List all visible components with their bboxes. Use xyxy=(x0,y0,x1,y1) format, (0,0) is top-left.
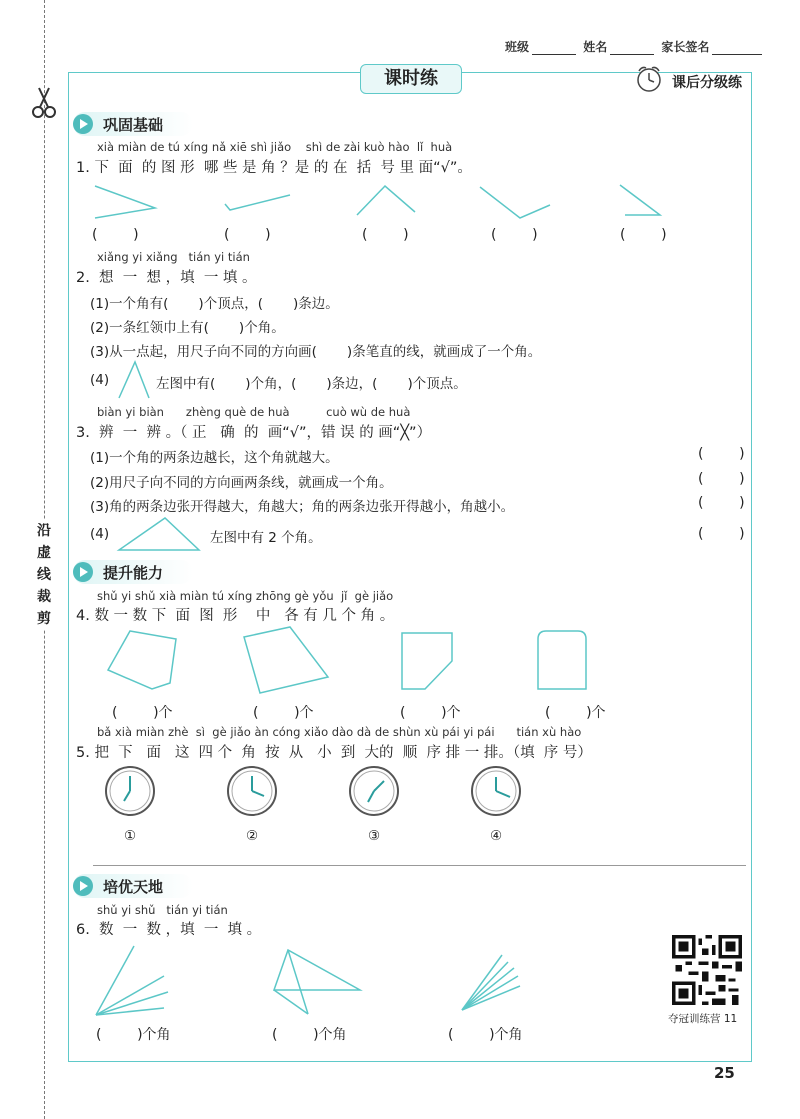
section-title: 提升能力 xyxy=(103,564,164,582)
q6-blank-1[interactable]: ( )个角 xyxy=(96,1027,171,1043)
q3-blank-3[interactable]: ( ) xyxy=(698,495,745,511)
parent-sign-field[interactable] xyxy=(712,42,762,55)
parent-sign-label: 家长签名 xyxy=(661,40,710,54)
q1-figure-4 xyxy=(480,187,550,218)
q1-figure-5 xyxy=(620,185,660,215)
q4-blank-3[interactable]: ( )个 xyxy=(400,705,461,721)
name-field[interactable] xyxy=(610,42,654,55)
q4-blank-2[interactable]: ( )个 xyxy=(253,705,314,721)
q1-blank-3[interactable]: ( ) xyxy=(362,227,409,243)
q6-triangle xyxy=(274,950,360,1014)
q2-item-2: (2)一条红领巾上有( )个角。 xyxy=(90,320,285,336)
q2-text: 2. 想 一 想 ，填 一 填 。 xyxy=(76,270,257,286)
scissors-icon xyxy=(32,86,56,120)
q6-rays xyxy=(462,955,520,1010)
q3-item-1: (1)一个角的两条边越长，这个角就越大。 xyxy=(90,450,339,466)
student-info-fields xyxy=(505,38,765,55)
q4-figures xyxy=(100,625,600,700)
q1-figure-2 xyxy=(225,195,290,210)
q2-item-3: (3)从一点起，用尺子向不同的方向画( )条笔直的线，就画成了一个角。 xyxy=(90,344,542,360)
section-improve xyxy=(73,560,213,586)
q3-text: 3. 辨 一 辨 。（ 正 确 的 画“√”，错 误 的 画“╳”） xyxy=(76,425,432,441)
q3-blank-1[interactable]: ( ) xyxy=(698,446,745,462)
level-label: 课后分级练 xyxy=(672,75,742,91)
q4-pinyin: shǔ yi shǔ xià miàn tú xíng zhōng gè yǒu jǐ gè jiǎo xyxy=(97,589,394,603)
class-label: 班级 xyxy=(505,40,530,54)
clock-3 xyxy=(350,767,398,815)
play-icon xyxy=(73,114,93,134)
q3-item-4: 左图中有 2 个角。 xyxy=(210,530,322,546)
q2-item-1: (1)一个角有( )个顶点，( )条边。 xyxy=(90,296,339,312)
q1-figures xyxy=(85,180,685,225)
qr-code-icon[interactable] xyxy=(672,935,742,1005)
page-number: 25 xyxy=(714,1064,735,1082)
q1-blank-5[interactable]: ( ) xyxy=(620,227,667,243)
q5-pinyin: bǎ xià miàn zhè sì gè jiǎo àn cóng xiǎo dào dà de shùn xù pái yi pái tián xù hào xyxy=(97,725,582,739)
class-field[interactable] xyxy=(532,42,576,55)
q3-triangle-figure xyxy=(115,514,205,554)
play-icon xyxy=(73,876,93,896)
q1-blank-2[interactable]: ( ) xyxy=(224,227,271,243)
q3-item-3: (3)角的两条边张开得越大，角越大；角的两条边张开得越小，角越小。 xyxy=(90,499,515,515)
clock-1 xyxy=(106,767,154,815)
q1-blank-1[interactable]: ( ) xyxy=(92,227,139,243)
q4-blank-1[interactable]: ( )个 xyxy=(112,705,173,721)
q1-blank-4[interactable]: ( ) xyxy=(491,227,538,243)
q6-pinyin: shǔ yi shǔ tián yi tián xyxy=(97,903,228,917)
clock-4 xyxy=(472,767,520,815)
q6-blank-3[interactable]: ( )个角 xyxy=(448,1027,523,1043)
divider xyxy=(93,865,746,866)
q4-shape-3 xyxy=(402,633,452,689)
q2-angle-figure xyxy=(115,358,155,400)
q3-blank-4[interactable]: ( ) xyxy=(698,526,745,542)
q6-figures xyxy=(90,940,570,1020)
cut-instruction: 沿虚线裁剪 xyxy=(34,520,54,630)
q5-text: 5. 把 下 面 这 四 个 角 按 从 小 到 大的 顺 序 排 一 排。（填 序 号） xyxy=(76,745,592,761)
q1-figure-1 xyxy=(95,186,155,218)
q1-text: 1. 下 面 的 图 形 哪 些 是 角 ？是 的 在 括 号 里 面“√”。 xyxy=(76,160,472,176)
q2-pinyin: xiǎng yi xiǎng tián yi tián xyxy=(97,250,250,264)
name-label: 姓名 xyxy=(583,40,608,54)
q6-text: 6. 数 一 数 ，填 一 填 。 xyxy=(76,922,262,938)
alarm-clock-icon xyxy=(634,64,664,94)
qr-caption: 夺冠训练营 11 xyxy=(668,1013,738,1025)
clock-label-4: ④ xyxy=(490,828,503,844)
q4-shape-4 xyxy=(538,631,586,689)
clock-label-1: ① xyxy=(124,828,137,844)
q4-text: 4. 数 一 数 下 面 图 形 中 各 有 几 个 角 。 xyxy=(76,608,395,624)
q3-item-2: (2)用尺子向不同的方向画两条线，就画成一个角。 xyxy=(90,475,393,491)
q3-blank-2[interactable]: ( ) xyxy=(698,471,745,487)
q4-quadrilateral xyxy=(244,627,328,693)
clock-2 xyxy=(228,767,276,815)
section-advanced xyxy=(73,874,213,900)
page-title: 课时练 xyxy=(360,64,462,94)
q6-fan-angles xyxy=(96,946,168,1015)
q6-blank-2[interactable]: ( )个角 xyxy=(272,1027,347,1043)
q3-item-4-number: (4) xyxy=(90,526,110,542)
q1-figure-3 xyxy=(357,186,415,215)
play-icon xyxy=(73,562,93,582)
q4-pentagon xyxy=(108,631,176,689)
clock-label-3: ③ xyxy=(368,828,381,844)
q3-pinyin: biàn yi biàn zhèng què de huà cuò wù de huà xyxy=(97,405,411,419)
q1-pinyin: xià miàn de tú xíng nǎ xiē shì jiǎo shì de zài kuò hào lǐ huà xyxy=(97,140,453,154)
q4-blank-4[interactable]: ( )个 xyxy=(545,705,606,721)
q5-clocks xyxy=(100,764,540,820)
section-basic xyxy=(73,112,213,138)
section-title: 巩固基础 xyxy=(103,116,164,134)
section-title: 培优天地 xyxy=(103,878,164,896)
q2-item-4: 左图中有( )个角，( )条边，( )个顶点。 xyxy=(156,376,467,392)
clock-label-2: ② xyxy=(246,828,259,844)
q2-item-4-number: (4) xyxy=(90,372,110,388)
